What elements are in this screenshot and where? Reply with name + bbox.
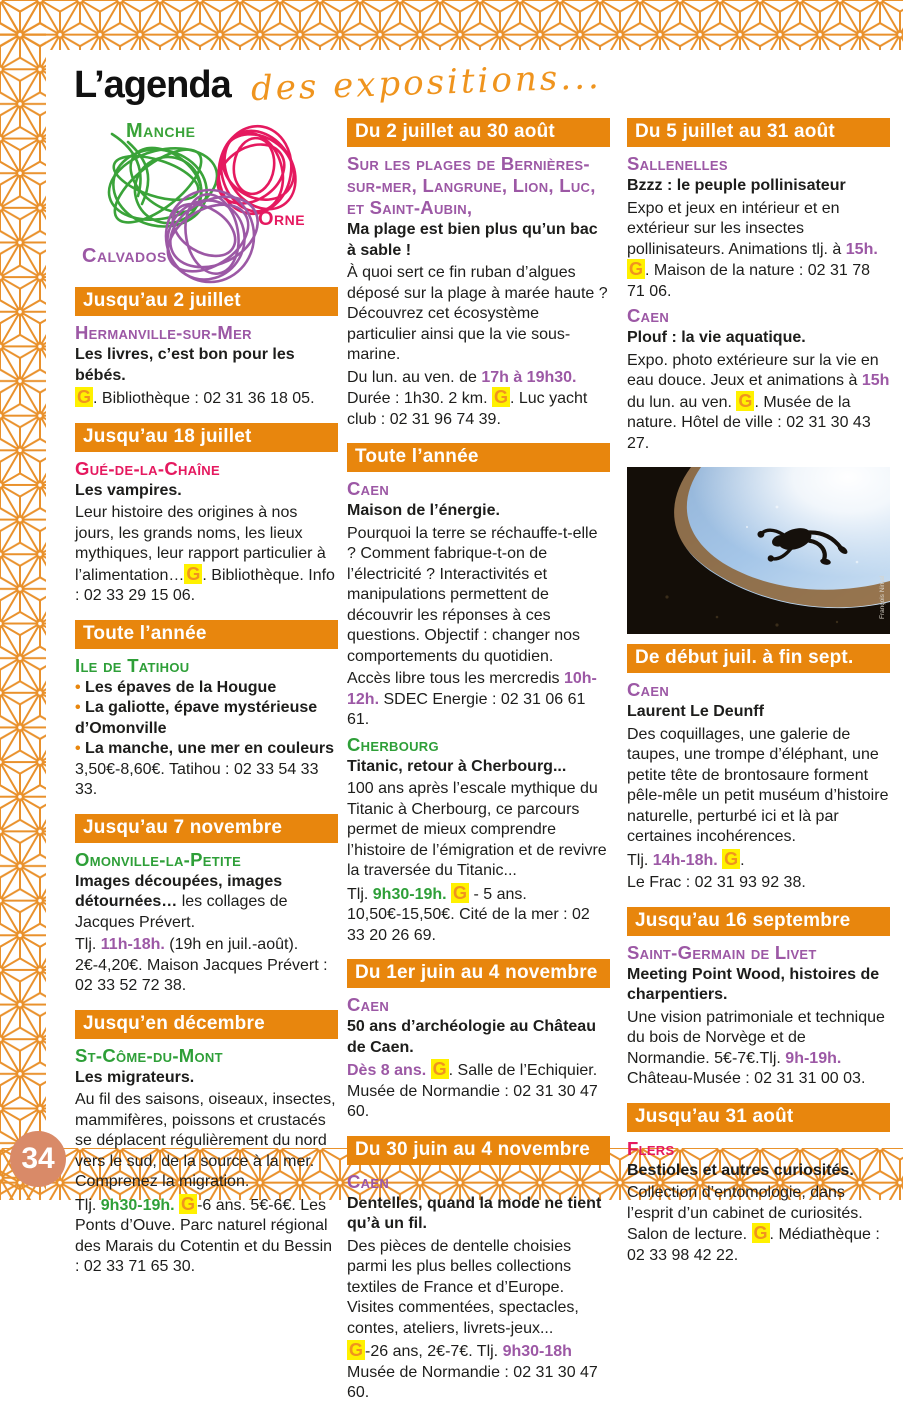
section-date-header: Jusqu’en décembre (75, 1010, 338, 1039)
text-run: 9h30-18h (502, 1343, 572, 1360)
agenda-col-1 (75, 287, 338, 1291)
entry-text (347, 524, 610, 668)
entry-text (75, 388, 338, 410)
text-run: . Bibliothèque : 02 31 36 18 05. (93, 390, 315, 407)
text-run: Meeting Point Wood, histoires de charpentiers. (627, 965, 880, 1003)
text-run: Tlj. (347, 885, 373, 903)
text-run: Dentelles, quand la mode ne tient qu’à un fil. (347, 1194, 602, 1232)
location-label: Sallenelles (627, 153, 728, 174)
text-run: 15h. (845, 240, 878, 258)
text-run: SDEC Energie : 02 31 06 61 61. (347, 690, 586, 728)
bullet-text: La manche, une mer en couleurs (85, 740, 335, 757)
gratuit-badge: G (349, 1340, 364, 1360)
gratuit-badge: G (629, 259, 644, 279)
location-label: Omonville-la-Petite (75, 848, 242, 870)
agenda-col-2 (347, 118, 610, 1417)
bullet-text: La galiotte, épave mystérieuse d’Omonville (75, 699, 318, 737)
section-date-header: Jusqu’au 16 septembre (627, 907, 890, 936)
text-run: . Maison de la nature : 02 31 78 71 06. (627, 262, 871, 300)
text-run: 9h30-19h. (372, 885, 447, 903)
text-run: Musée de Normandie : 02 31 30 47 60. (347, 1363, 598, 1401)
gratuit-badge: G (181, 1193, 196, 1214)
text-run: les collages de Jacques Prévert. (75, 893, 288, 931)
text-run: Des pièces de dentelle choisies parmi les plus belles collections textiles de France et d’Europe. Visites commentées, spectacles, contes, ateliers, livrets-jeux... (347, 1237, 579, 1337)
location-label: Caen (347, 478, 390, 499)
text-run: 100 ans après l’escale mythique du Titanic à Cherbourg, ce parcours permet de mieux comprendre l’histoire de l’émigration et de revivre la traversée du Titanic... (347, 780, 607, 879)
gratuit-badge: G (738, 390, 753, 411)
bullet-item (75, 678, 338, 699)
entry-text (347, 368, 610, 431)
text-run: 14h-18h. (652, 851, 718, 869)
text-run: Du lun. au ven. de (347, 368, 482, 386)
page-title-script: des expositions... (250, 56, 603, 110)
location-label: Flers (627, 1137, 675, 1159)
agenda-col-3 (627, 118, 890, 1279)
entry-text (347, 1341, 610, 1404)
section-date-header: Jusqu’au 31 août (627, 1103, 890, 1132)
text-run: - 5 ans. 10,50€-15,50€. Cité de la mer : 02 33 20 26 69. (347, 885, 590, 944)
text-run: Une vision patrimoniale et technique du bois de Norvège et de Normandie. 5€-7€.Tlj. (627, 1008, 885, 1067)
location-label: Caen (627, 305, 670, 326)
entry-text (347, 1237, 610, 1340)
gratuit-badge: G (493, 387, 508, 407)
gratuit-badge: G (724, 848, 739, 869)
text-run: Laurent Le Deunff (627, 703, 764, 720)
entry-text (347, 884, 610, 947)
entry-text (347, 263, 610, 366)
section-date-header: Jusqu’au 7 novembre (75, 814, 338, 843)
text-run: Images découpées, images détournées… (75, 872, 283, 910)
entry-text (627, 873, 890, 894)
entry-text (75, 503, 338, 607)
text-run: Le Frac : 02 31 93 92 38. (627, 874, 806, 891)
entry-text (75, 935, 338, 997)
map-label-manche: Manche (126, 120, 196, 142)
entry-text (75, 760, 338, 801)
location-label: Gué-de-la-Chaîne (75, 457, 220, 479)
agenda-section (75, 1010, 338, 1278)
entry-text (627, 965, 890, 1006)
entry-text (347, 757, 610, 778)
text-run: Tlj. (627, 851, 653, 869)
text-run: -26 ans, 2€-7€. Tlj. (365, 1343, 503, 1360)
entry-text (347, 1060, 610, 1123)
text-run: 9h-19h. (785, 1049, 842, 1067)
section-date-header: Jusqu’au 2 juillet (75, 287, 338, 316)
location-label: Caen (347, 994, 390, 1015)
section-date-header: Du 1er juin au 4 novembre (347, 959, 610, 988)
entry-text (75, 1090, 338, 1193)
text-run: Bzzz : le peuple pollinisateur (627, 177, 846, 194)
text-run: Tlj. (75, 1196, 101, 1214)
entry-text (75, 345, 338, 386)
text-run: Expo. photo extérieure sur la vie en eau douce. Jeux et animations à (627, 351, 879, 389)
frog-photo-art (627, 467, 890, 634)
entry-text (627, 351, 890, 455)
agenda-section (627, 644, 890, 894)
entry-text (75, 1068, 338, 1089)
agenda-section (627, 118, 890, 454)
entry-text (627, 199, 890, 303)
text-run: Tlj. (75, 936, 101, 953)
entry-text (627, 176, 890, 197)
agenda-section (347, 118, 610, 430)
page-number: 34 (21, 1142, 55, 1175)
section-date-header: Jusqu’au 18 juillet (75, 423, 338, 452)
section-date-header: Du 2 juillet au 30 août (347, 118, 610, 147)
bullet-text: Les épaves de la Hougue (85, 678, 277, 696)
frog-photo (627, 467, 890, 634)
map-label-calvados: Calvados (82, 245, 167, 267)
agenda-section (75, 423, 338, 607)
entry-text (627, 1008, 890, 1090)
entry-text (627, 1183, 890, 1266)
text-run: Les livres, c’est bon pour les bébés. (75, 346, 295, 384)
text-run: 50 ans d’archéologie au Château de Caen. (347, 1018, 596, 1056)
text-run: Titanic, retour à Cherbourg... (347, 757, 567, 775)
map-label-orne: Orne (258, 208, 306, 230)
entry-text (347, 501, 610, 522)
location-label: Caen (627, 679, 670, 700)
location-label: Sur les plages de Bernières-sur-mer, Langrune, Lion, Luc, et Saint-Aubin, (347, 153, 596, 218)
section-date-header: De début juil. à fin sept. (627, 644, 890, 673)
text-run: Expo et jeux en intérieur et en extérieur sur les insectes pollinisateurs. Animations tlj. à (627, 199, 846, 258)
bullet-icon: • (75, 740, 86, 757)
location-label: Ile de Tatihou (75, 654, 190, 676)
entry-text (347, 669, 610, 731)
entry-text (75, 872, 338, 934)
bullet-item (75, 698, 338, 739)
entry-text (627, 328, 890, 349)
text-run: Accès libre tous les mercredis (347, 670, 564, 687)
page-title-main: L’agenda (74, 64, 231, 106)
text-run: . Salle de l’Echiquier. Musée de Normandie : 02 31 30 47 60. (347, 1062, 598, 1120)
agenda-section (627, 1103, 890, 1267)
bullet-icon: • (75, 699, 86, 716)
text-run: Durée : 1h30. 2 km. (347, 390, 492, 407)
bullet-item (75, 739, 338, 760)
text-run: . Bibliothèque. Info : 02 33 29 15 06. (75, 566, 335, 604)
text-run: 11h-18h. (100, 936, 165, 953)
entry-text (347, 220, 610, 261)
text-run: Au fil des saisons, oiseaux, insectes, mammifères, poissons et crustacés se déplacent régulièrement du nord vers le sud, de la source à la mer. Comprenez la migration. (75, 1091, 336, 1190)
agenda-section (627, 907, 890, 1090)
text-run: 3,50€-8,60€. Tatihou : 02 33 54 33 33. (75, 760, 319, 798)
text-run: Collection d’entomologie, dans l’esprit d’un cabinet de curiosités. Salon de lecture. (627, 1184, 863, 1243)
entry-text (347, 1017, 610, 1058)
gratuit-badge: G (186, 563, 201, 584)
entry-text (627, 725, 890, 848)
text-run: . Musée de la nature. Hôtel de ville : 02 31 30 43 27. (627, 393, 871, 452)
text-run: Château-Musée : 02 31 31 00 03. (627, 1070, 866, 1087)
text-run: À quoi sert ce fin ruban d’algues déposé sur la plage à marée haute ? Découvrez cet écosystème particulier ainsi que la vie sous-marine. (347, 264, 608, 363)
agenda-section (347, 443, 610, 946)
section-date-header: Du 30 juin au 4 novembre (347, 1136, 610, 1165)
entry-text (75, 481, 338, 502)
text-run: Bestioles et autres curiosités. (627, 1161, 854, 1179)
text-run: . Médiathèque : 02 33 98 42 22. (627, 1226, 880, 1264)
text-run: (19h en juil.-août). 2€-4,20€. Maison Jacques Prévert : 02 33 52 72 38. (75, 936, 328, 994)
section-date-header: Toute l’année (75, 620, 338, 649)
text-run: Les vampires. (75, 481, 182, 499)
entry-text (627, 1161, 890, 1182)
agenda-section (347, 1136, 610, 1404)
text-run: Des coquillages, une galerie de taupes, une trompe d’éléphant, une petite tête de brontosaure forment pêle-mêle un petit muséum d’histoire naturelle, perturbé ici et là par certaines incohérences. (627, 725, 889, 845)
gratuit-badge: G (77, 387, 92, 407)
agenda-section (347, 959, 610, 1123)
gratuit-badge: G (432, 1059, 447, 1079)
bullet-icon: • (75, 678, 86, 696)
text-run: 17h à 19h30. (481, 368, 577, 386)
text-run: Plouf : la vie aquatique. (627, 329, 806, 346)
section-date-header: Toute l’année (347, 443, 610, 472)
text-run: Les migrateurs. (75, 1068, 195, 1086)
photo-credit: François Nimal (879, 575, 886, 619)
text-run: 15h (861, 372, 890, 389)
agenda-section (75, 287, 338, 410)
entry-text (75, 1195, 338, 1278)
text-run: Dès 8 ans. (347, 1062, 431, 1079)
location-label: Cherbourg (347, 733, 439, 755)
text-run: Ma plage est bien plus qu’un bac à sable ! (347, 221, 598, 259)
gratuit-badge: G (753, 1223, 768, 1243)
page-number-badge (10, 1131, 66, 1187)
section-date-header: Du 5 juillet au 31 août (627, 118, 890, 147)
location-label: St-Côme-du-Mont (75, 1044, 223, 1066)
text-run: . Luc yacht club : 02 31 96 74 39. (347, 390, 588, 428)
text-run: du lun. au ven. (627, 393, 737, 411)
location-label: Saint-Germain de Livet (627, 941, 817, 963)
text-run: Pourquoi la terre se réchauffe-t-elle ? Comment fabrique-t-on de l’électricité ? Interactivités et manipulations permettent de découvrir les réponses à ces questions. Objectif : changer nos comportements du quotidien. (347, 524, 598, 665)
text-run: 10h-12h. (347, 670, 597, 708)
location-label: Caen (347, 1170, 390, 1192)
text-run: Leur histoire des origines à nos jours, les grands noms, les lieux mythiques, leur rapport particulier à l’alimentation… (75, 504, 326, 584)
entry-text (627, 850, 890, 872)
text-run: Maison de l’énergie. (347, 502, 500, 519)
agenda-section (75, 814, 338, 997)
text-run: -6 ans. 5€-6€. Les Ponts d’Ouve. Parc naturel régional des Marais du Cotentin et du Bessin : 02 33 71 65 30. (75, 1196, 333, 1275)
entry-text (347, 779, 610, 882)
gratuit-badge: G (453, 882, 468, 903)
entry-text (627, 702, 890, 723)
location-label: Hermanville-sur-Mer (75, 322, 252, 343)
text-run: 9h30-19h. (100, 1196, 180, 1214)
text-run: . (740, 851, 745, 869)
agenda-section (75, 620, 338, 801)
